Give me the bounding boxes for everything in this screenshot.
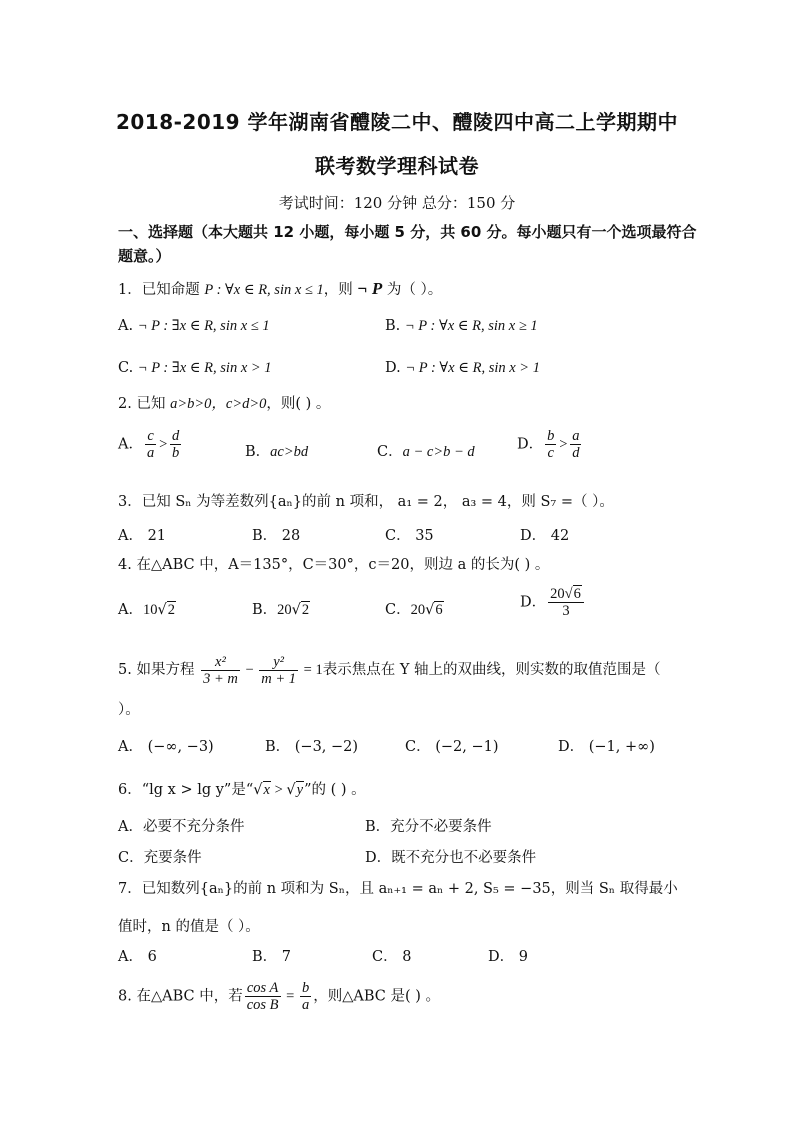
- q7-option-c: C． 8: [372, 949, 412, 965]
- q4-option-d: D． $\frac{20√6}{3}$: [520, 586, 586, 619]
- q6-option-a: A．必要不充分条件: [118, 819, 245, 835]
- question-2: 2. 已知 a>b>0，c>d>0，则( ) 。: [118, 396, 331, 412]
- q7-option-b: B． 7: [252, 949, 291, 965]
- q1-prefix: 1．已知命题: [118, 282, 205, 298]
- q2-option-a: A． $\frac{c}{a}$ > $\frac{d}{b}$: [118, 428, 180, 461]
- q2-condition: a>b>0，c>d>0: [170, 396, 267, 412]
- q3-option-a: A． 21: [118, 528, 167, 544]
- q5-option-b: B． (−3, −2): [265, 739, 359, 755]
- q1-mid: ，则: [323, 282, 358, 298]
- question-4: 4. 在△ABC 中，A＝135°，C＝30°，c＝20，则边 a 的长为( ) 。: [118, 557, 550, 573]
- q6-option-b: B．充分不必要条件: [365, 819, 492, 835]
- q6-option-c: C．充要条件: [118, 850, 202, 866]
- q6-option-d: D．既不充分也不必要条件: [365, 850, 537, 866]
- q7-option-d: D． 9: [488, 949, 528, 965]
- question-1: [118, 278, 688, 299]
- q5-option-c: C． (−2, −1): [405, 739, 499, 755]
- question-8: 8. 在△ABC 中，若 $\frac{\text{cos A}}{\text{cos B}}$ = $\frac{b}{a}$ ，则△ABC 是( ) 。: [118, 980, 440, 1013]
- q2-option-d: D． $\frac{b}{c}$ > $\frac{a}{d}$: [517, 428, 580, 461]
- q7-option-a: A． 6: [118, 949, 157, 965]
- q4-option-b: B．20√2: [252, 602, 310, 618]
- q1-option-c: C. ¬ P : ∃x ∈ R, sin x > 1: [118, 360, 272, 376]
- question-7: 7．已知数列{aₙ}的前 n 项和为 Sₙ，且 aₙ₊₁ = aₙ + 2, S₅ = −35，则当 Sₙ 取得最小值时，n 的值是（ ）。: [118, 881, 678, 935]
- q5-option-d: D． (−1, +∞): [558, 739, 655, 755]
- q1-suffix: 为（ ）。: [382, 282, 443, 298]
- question-6: 6．“lg x > lg y”是“√x > √y”的 ( ) 。: [118, 782, 366, 798]
- q2-option-c: C．a − c>b − d: [377, 444, 475, 460]
- exam-info: 考试时间：120 分钟 总分：150 分: [278, 194, 516, 212]
- q3-option-b: B． 28: [252, 528, 301, 544]
- q3-option-d: D． 42: [520, 528, 570, 544]
- question-5: 5. 如果方程 $\frac{\text{x²}}{3 + m}$ − $\frac{\text{y²}}{m + 1}$ = 1表示焦点在 Y 轴上的双曲线，则实数的取值范围是（ ）。: [118, 653, 661, 718]
- q5-option-a: A． (−∞, −3): [118, 739, 214, 755]
- q3-option-c: C． 35: [385, 528, 434, 544]
- question-3: 3．已知 Sₙ 为等差数列{aₙ}的前 n 项和， a₁ = 2， a₃ = 4，则 S₇ =（ ）。: [118, 494, 614, 510]
- q1-option-a: A. ¬ P : ∃x ∈ R, sin x ≤ 1: [118, 318, 270, 334]
- section-heading: 一、选择题（本大题共 12 小题，每小题 5 分，共 60 分。每小题只有一个选项最符合题意。）: [118, 223, 697, 265]
- q1-stem-math: P : ∀x ∈ R, sin x ≤ 1: [204, 282, 324, 298]
- q2-option-b: B．ac>bd: [245, 444, 309, 460]
- exam-title-line2: 联考数学理科试卷: [315, 154, 479, 178]
- q1-option-b: B. ¬ P : ∀x ∈ R, sin x ≥ 1: [385, 318, 538, 334]
- exam-title-line1: 2018-2019 学年湖南省醴陵二中、醴陵四中高二上学期期中: [115, 110, 679, 134]
- q4-option-a: A．10√2: [118, 602, 175, 618]
- q1-negation: ¬ P: [357, 279, 383, 298]
- q4-option-c: C．20√6: [385, 602, 443, 618]
- q1-option-d: D. ¬ P : ∀x ∈ R, sin x > 1: [385, 360, 540, 376]
